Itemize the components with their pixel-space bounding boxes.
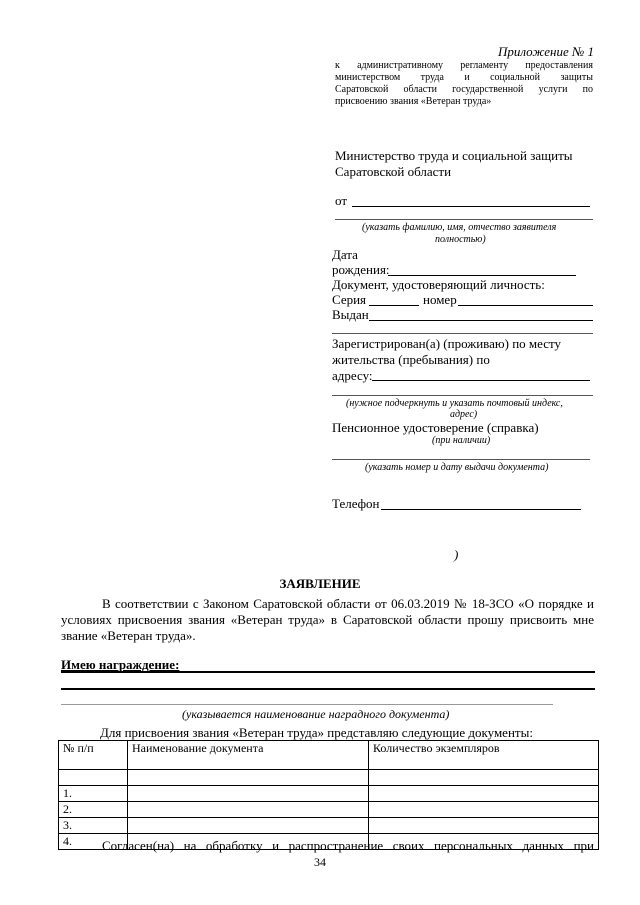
row-num[interactable]: 3.: [59, 818, 128, 834]
appendix-line-1: к административному регламенту предоставления: [335, 60, 593, 71]
series-label: Серия: [332, 292, 367, 307]
phone-field[interactable]: [381, 509, 581, 510]
row-num[interactable]: 1.: [59, 786, 128, 802]
statement-body-3: звание «Ветеран труда».: [61, 628, 196, 643]
table-row: [59, 818, 599, 834]
table-row: [59, 802, 599, 818]
award-field-3[interactable]: [61, 704, 553, 705]
row-doc-count[interactable]: [369, 818, 599, 834]
ministry-line-1: Министерство труда и социальной защиты: [335, 148, 573, 163]
id-doc-label: Документ, удостоверяющий личность:: [332, 277, 545, 292]
appendix-line-2: министерством труда и социальной защиты: [335, 72, 593, 83]
pension-label: Пенсионное удостоверение (справка): [332, 420, 539, 435]
registered-line-2: жительства (пребывания) по: [332, 352, 490, 367]
row-num[interactable]: 4.: [59, 834, 128, 850]
row-doc-name[interactable]: [128, 786, 369, 802]
header-count: Количество экземпляров: [369, 741, 599, 770]
appendix-title: Приложение № 1: [497, 44, 594, 59]
name-hint-2: полностью): [435, 234, 486, 245]
header-num: № п/п: [59, 741, 128, 770]
registered-line-1: Зарегистрирован(а) (проживаю) по месту: [332, 336, 562, 351]
number-field[interactable]: [458, 305, 593, 306]
statement-body-1: В соответствии с Законом Саратовской области от 06.03.2019 № 18-ЗСО «О порядке и: [102, 596, 594, 611]
award-label: Имею награждение:: [61, 657, 180, 672]
table-row: [59, 770, 599, 786]
from-label: от: [335, 193, 348, 208]
pension-hint: (при наличии): [432, 435, 491, 446]
row-num[interactable]: [59, 770, 128, 786]
pension-number-hint: (указать номер и дату выдачи документа): [365, 462, 549, 473]
address-hint-2: адрес): [450, 409, 478, 420]
consent-line: Согласен(на) на обработку и распространение своих персональных данных при: [102, 838, 594, 853]
row-doc-count[interactable]: [369, 786, 599, 802]
appendix-line-4: присвоению звания «Ветеран труда»: [335, 96, 492, 107]
row-doc-name[interactable]: [128, 770, 369, 786]
birth-date-field[interactable]: [388, 275, 576, 276]
documents-table: [58, 740, 599, 850]
address-field-2[interactable]: [332, 395, 593, 396]
issued-field-2[interactable]: [332, 333, 593, 334]
issued-field[interactable]: [369, 320, 593, 321]
number-label: номер: [423, 292, 457, 307]
address-hint-1: (нужное подчеркнуть и указать почтовый индекс,: [346, 398, 563, 409]
address-label: адресу:: [332, 368, 373, 383]
row-doc-count[interactable]: [369, 770, 599, 786]
name-hint-1: (указать фамилию, имя, отчество заявителя: [362, 222, 557, 233]
issued-label: Выдан: [332, 307, 369, 322]
statement-title: ЗАЯВЛЕНИЕ: [279, 576, 361, 591]
phone-label: Телефон: [332, 496, 380, 511]
page-number: 34: [314, 855, 326, 869]
birth-label-1: Дата: [332, 247, 358, 262]
row-doc-count[interactable]: [369, 802, 599, 818]
pension-field[interactable]: [332, 459, 590, 460]
header-name: Наименование документа: [128, 741, 369, 770]
row-num[interactable]: 2.: [59, 802, 128, 818]
award-field-2[interactable]: [61, 688, 595, 690]
table-header-row: [59, 741, 599, 770]
documents-intro: Для присвоения звания «Ветеран труда» представляю следующие документы:: [100, 725, 533, 740]
address-field[interactable]: [372, 380, 590, 381]
ministry-line-2: Саратовской области: [335, 164, 452, 179]
birth-label-2: рождения:: [332, 262, 390, 277]
table-row: [59, 786, 599, 802]
statement-body-2: условиях присвоения звания «Ветеран труда» в Саратовской области прошу присвоить мне: [61, 612, 594, 627]
name-field-2[interactable]: [335, 219, 593, 220]
row-doc-name[interactable]: [128, 802, 369, 818]
stray-paren: ): [454, 547, 459, 562]
row-doc-name[interactable]: [128, 818, 369, 834]
award-field-1[interactable]: [61, 671, 595, 673]
appendix-line-3: Саратовской области государственной услуги по: [335, 84, 593, 95]
award-hint: (указывается наименование наградного документа): [182, 707, 450, 721]
from-field[interactable]: [352, 206, 590, 207]
series-field[interactable]: [369, 305, 419, 306]
